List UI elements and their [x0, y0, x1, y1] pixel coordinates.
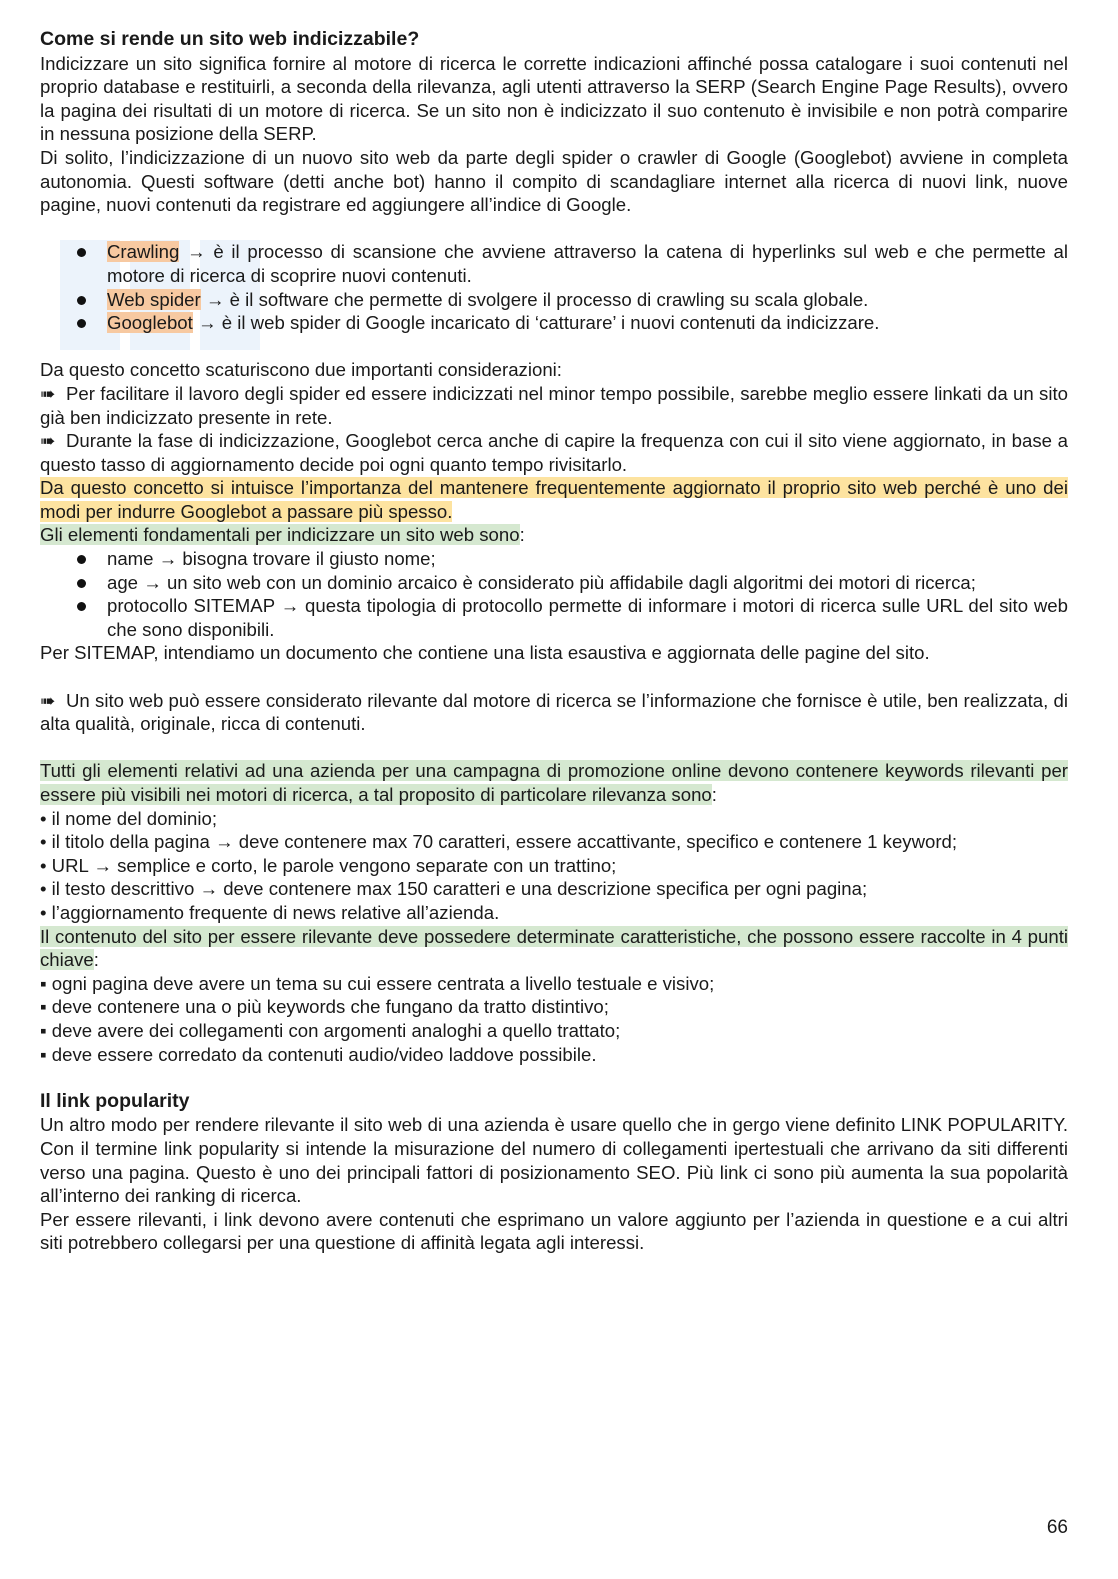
consideration-item: ➠ Per facilitare il lavoro degli spider ed essere indicizzati nel minor tempo possibile, sarebbe meglio essere linkati da un sito già ben indicizzato presente in rete.: [40, 382, 1068, 428]
list-item: ▪ deve contenere una o più keywords che fungano da tratto distintivo;: [40, 996, 609, 1018]
list-item: Web spider → è il software che permette di svolgere il processo di crawling su scala globale.: [40, 288, 1068, 312]
list-item: • il testo descrittivo → deve contenere max 150 caratteri e una descrizione specifica per ogni pagina;: [40, 878, 868, 900]
document-page: [40, 28, 1068, 1255]
list-item: • URL → semplice e corto, le parole vengono separate con un trattino;: [40, 854, 617, 876]
definitions-list: [40, 240, 1068, 334]
list-item: ▪ deve avere dei collegamenti con argomenti analoghi a quello trattato;: [40, 1019, 621, 1041]
term-highlight: Crawling: [107, 241, 180, 263]
highlighted-paragraph: Il contenuto del sito per essere rilevante deve possedere determinate caratteristiche, che possono essere raccolte in 4 punti chiave:: [40, 925, 1068, 971]
list-item: • il nome del dominio;: [40, 807, 218, 829]
highlighted-paragraph: Tutti gli elementi relativi ad una azienda per una campagna di promozione online devono contenere keywords rilevanti per essere più visibili nei motori di ricerca, a tal proposito di particolare rilevanza sono:: [40, 760, 1068, 805]
page-number: 66: [1046, 1517, 1068, 1538]
list-item: • il titolo della pagina → deve contenere max 70 caratteri, essere accattivante, specifico e contenere 1 keyword;: [40, 831, 958, 853]
arrow-icon: ➠: [40, 689, 56, 711]
section-title-indicizzabile: Come si rende un sito web indicizzabile?: [40, 28, 420, 50]
list-item: • l’aggiornamento frequente di news relative all’azienda.: [40, 901, 500, 923]
section-title-link-popularity: Il link popularity: [40, 1089, 190, 1112]
term-highlight: Googlebot: [107, 312, 193, 334]
list-item: age → un sito web con un dominio arcaico è considerato più affidabile dagli algoritmi dei motori di ricerca;: [40, 571, 1068, 595]
arrow-icon: ➠: [40, 430, 56, 452]
list-item: Crawling → è il processo di scansione che avviene attraverso la catena di hyperlinks sul web e che permette al motore di ricerca di scoprire nuovi contenuti.: [40, 240, 1068, 287]
paragraph: Indicizzare un sito significa fornire al motore di ricerca le corrette indicazioni affinché possa catalogare i suoi contenuti nel proprio database e restituirli, a seconda della rilevanza, agli utenti attraverso la SERP (Search Engine Page Results), ovvero la pagina dei risultati di un motore di ricerca. Se un sito non è indicizzato il suo contenuto è invisibile e non potrà comparire in nessuna posizione della SERP.: [40, 52, 1068, 145]
term-highlight: Web spider: [107, 288, 201, 310]
paragraph: Di solito, l’indicizzazione di un nuovo sito web da parte degli spider o crawler di Google (Googlebot) avviene in completa autonomia. Questi software (detti anche bot) hanno il compito di scandagliare internet alla ricerca di nuovi link, nuove pagine, nuovi contenuti da registrare ed aggiungere all’indice di Google.: [40, 146, 1068, 216]
consideration-item: ➠ Durante la fase di indicizzazione, Googlebot cerca anche di capire la frequenza con cui il sito viene aggiornato, in base a questo tasso di aggiornamento decide poi ogni quanto tempo rivisitarlo.: [40, 430, 1068, 475]
paragraph: Per essere rilevanti, i link devono avere contenuti che esprimano un valore aggiunto per l’azienda in questione e a cui altri siti potrebbero collegarsi per una questione di affinità legata agli interessi.: [40, 1208, 1068, 1254]
paragraph: Un altro modo per rendere rilevante il sito web di una azienda è usare quello che in gergo viene definito LINK POPULARITY. Con il termine link popularity si intende la misurazione del numero di collegamenti ipertestuali che arrivano da siti differenti verso una pagina. Questo è uno dei principali fattori di posizionamento SEO. Più link ci sono più aumenta la sua popolarità all’interno dei ranking di ricerca.: [40, 1114, 1068, 1207]
paragraph: Per SITEMAP, intendiamo un documento che contiene una lista esaustiva e aggiornata delle pagine del sito.: [40, 642, 930, 664]
elements-list: [40, 547, 1068, 641]
list-item: Googlebot → è il web spider di Google incaricato di ‘catturare’ i nuovi contenuti da indicizzare.: [40, 311, 1068, 335]
highlighted-paragraph: Da questo concetto si intuisce l’importanza del mantenere frequentemente aggiornato il proprio sito web perché è uno dei modi per indurre Googlebot a passare più spesso.: [40, 477, 1068, 522]
list-item: name → bisogna trovare il giusto nome;: [40, 547, 1068, 571]
list-item: ▪ ogni pagina deve avere un tema su cui essere centrata a livello testuale e visivo;: [40, 972, 715, 994]
relevance-paragraph: ➠ Un sito web può essere considerato rilevante dal motore di ricerca se l’informazione che fornisce è utile, ben realizzata, di alta qualità, originale, ricca di contenuti.: [40, 689, 1068, 735]
arrow-icon: ➠: [40, 382, 56, 404]
paragraph: Gli elementi fondamentali per indicizzare un sito web sono:: [40, 524, 525, 546]
paragraph: Da questo concetto scaturiscono due importanti considerazioni:: [40, 359, 562, 381]
list-item: protocollo SITEMAP → questa tipologia di protocollo permette di informare i motori di ricerca sulle URL del sito web che sono disponibili.: [40, 594, 1068, 641]
list-item: ▪ deve essere corredato da contenuti audio/video laddove possibile.: [40, 1043, 597, 1065]
